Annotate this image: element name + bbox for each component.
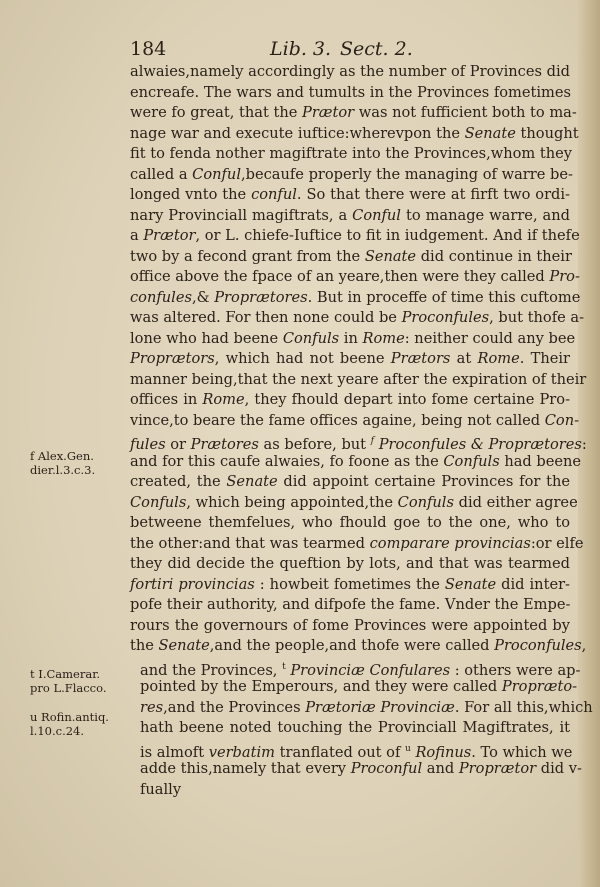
text-line <box>130 759 582 780</box>
text-segment: nage war and execute iuftice:wherevpon the <box>130 124 465 142</box>
text-line <box>130 554 570 575</box>
text-line <box>130 349 570 370</box>
italic-text: Propræto- <box>501 678 578 695</box>
italic-text: Rome <box>477 350 520 367</box>
marginal-note-line: f Alex.Gen. <box>30 449 94 463</box>
note-marker: u <box>405 743 411 754</box>
italic-text: Prætor <box>143 227 196 244</box>
text-segment: the <box>130 637 159 654</box>
text-segment: lone who had beene <box>130 329 283 347</box>
body-text <box>130 62 593 800</box>
italic-text: Proprætor <box>458 760 537 777</box>
text-segment: were fo great, that the <box>130 104 303 121</box>
text-segment: betweene themfelues, who fhould goe to the one, who to <box>130 514 570 531</box>
italic-text: Prætores <box>190 435 259 453</box>
text-line <box>130 308 585 329</box>
text-line <box>130 534 584 555</box>
italic-text: Conful <box>352 206 401 224</box>
text-segment: encreafe. The wars and tumults in the Provinces fometimes <box>130 83 572 101</box>
text-line <box>130 739 573 761</box>
italic-text: Confuls <box>282 329 340 347</box>
text-line <box>130 288 581 309</box>
text-segment: and <box>422 760 459 777</box>
text-segment: tranflated out of <box>274 743 405 761</box>
text-line <box>130 513 570 534</box>
text-segment: manner being,that the next yeare after the expiration of their <box>130 370 587 388</box>
text-segment: ,and the Provinces <box>163 698 306 716</box>
text-line <box>130 636 587 657</box>
text-segment: was not fufficient both to ma- <box>354 104 577 121</box>
text-segment: adde this,namely that every <box>140 760 351 777</box>
text-line <box>130 144 573 165</box>
text-segment: to manage warre, and <box>400 206 570 224</box>
text-segment: , but thofe a- <box>489 309 585 326</box>
text-line <box>130 431 587 453</box>
text-segment: ,& <box>191 288 215 306</box>
text-segment: : <box>581 435 587 453</box>
text-segment: a <box>130 227 144 244</box>
text-line <box>130 390 570 411</box>
running-title: Lib. 3. <box>270 38 332 60</box>
text-segment: two by a fecond grant from the <box>130 247 365 265</box>
marginal-note-alex-gen <box>30 449 125 477</box>
text-line <box>130 718 570 739</box>
italic-text: Senate <box>226 473 278 490</box>
marginal-note-line: dier.l.3.c.3. <box>30 463 96 477</box>
text-line <box>130 247 570 268</box>
italic-text: Prætoriæ Provinciæ <box>305 698 455 716</box>
section-label: Sect. 2. <box>340 38 413 60</box>
italic-text: Prætor <box>302 104 355 121</box>
text-segment: , which being appointed,the <box>186 493 398 511</box>
text-line <box>130 493 578 514</box>
text-line <box>130 329 576 350</box>
text-segment: . So that there were at firft two ordi- <box>296 186 570 203</box>
italic-text: Con- <box>544 411 580 429</box>
text-line <box>130 165 573 186</box>
text-segment: pofe their authority, and difpofe the fame. Vnder the Empe- <box>130 596 571 613</box>
running-header <box>130 38 450 62</box>
text-segment: fually <box>140 780 182 798</box>
italic-text: Proconfules <box>401 309 490 326</box>
note-marker: f <box>370 436 375 446</box>
text-segment: did continue in their <box>416 247 572 265</box>
text-segment: , or L. chiefe-Iuftice to fit in iudgement. And if thefe <box>195 227 580 244</box>
italic-text: fortiri provincias <box>130 575 255 593</box>
text-segment: did either agree <box>453 493 578 511</box>
italic-text: Confuls <box>397 493 454 511</box>
text-line <box>130 206 570 227</box>
text-line <box>130 472 570 493</box>
text-line <box>130 616 570 637</box>
italic-text: conful <box>251 186 297 203</box>
text-line <box>130 575 570 596</box>
italic-text: Proprætors <box>130 350 215 367</box>
text-segment: fit to fenda nother magiftrate into the Provinces,whom they <box>130 145 573 162</box>
italic-text: Confuls <box>130 493 187 511</box>
text-segment: vince,to beare the fame offices againe, being not called <box>130 411 545 429</box>
italic-text: Prætors <box>390 350 451 367</box>
text-segment: in <box>339 329 363 347</box>
text-line <box>130 698 593 719</box>
text-segment: is almoft <box>140 743 209 761</box>
text-line <box>130 677 578 698</box>
text-segment: thought <box>515 124 579 142</box>
text-segment: called a <box>130 165 193 183</box>
text-segment: ,becaufe properly the managing of warre be- <box>241 165 573 183</box>
text-segment: . Their <box>519 350 570 367</box>
italic-text: Proconfules <box>494 637 582 654</box>
text-segment: , <box>581 637 587 654</box>
text-segment: pointed by the Emperours, and they were called <box>140 678 502 695</box>
italic-text: Conful <box>192 165 241 183</box>
text-segment: hath beene noted touching the Provinciall Magiftrates, it <box>140 719 570 736</box>
italic-text: confules <box>130 288 192 306</box>
text-segment: as before, but <box>258 435 371 453</box>
text-line <box>130 657 581 679</box>
text-segment: , which had not beene <box>214 350 391 367</box>
text-segment: was altered. For then none could be <box>130 309 402 326</box>
italic-text: Proconful <box>350 760 423 777</box>
text-segment: or <box>165 435 191 453</box>
text-segment: rours the governours of fome Provinces were appointed by <box>130 616 570 634</box>
note-marker: t <box>282 661 286 672</box>
italic-text: Senate <box>364 247 417 265</box>
text-segment: office above the fpace of an yeare,then were they called <box>130 268 550 285</box>
text-segment: . To which we <box>471 743 573 761</box>
marginal-note-line: pro L.Flacco. <box>30 681 107 695</box>
italic-text: verbatim <box>208 743 275 761</box>
text-line <box>130 226 580 247</box>
text-segment: they did decide the queftion by lots, and that was tearmed <box>130 555 570 572</box>
text-segment: did appoint certaine Provinces for the <box>277 473 570 490</box>
italic-text: res <box>140 698 164 716</box>
text-segment: did v- <box>536 760 582 777</box>
text-segment: and for this caufe alwaies, fo foone as the <box>130 452 444 470</box>
marginal-note-line: u Rofin.antiq. <box>30 710 109 724</box>
text-segment: created, the <box>130 473 227 490</box>
italic-text: Rome <box>362 329 405 347</box>
text-line <box>130 452 582 473</box>
text-segment: : others were ap- <box>450 661 581 679</box>
italic-text: Proconfules & Proprætores <box>378 435 582 453</box>
text-segment: ,and the people,and thofe were called <box>209 637 495 654</box>
text-segment: did inter- <box>496 575 570 593</box>
text-segment: . But in proceffe of time this cuftome <box>307 288 581 306</box>
text-line <box>130 780 570 801</box>
text-line <box>130 124 579 145</box>
italic-text: fules <box>130 435 166 453</box>
text-segment: at <box>450 350 478 367</box>
italic-text: Pro- <box>549 268 580 285</box>
marginal-note-rofinus <box>30 710 125 738</box>
page-number: 184 <box>130 38 167 60</box>
italic-text: Confuls <box>443 452 500 470</box>
text-line <box>130 411 580 432</box>
text-segment: longed vnto the <box>130 186 252 203</box>
text-segment: , they fhould depart into fome certaine Pro- <box>244 391 570 408</box>
marginal-note-camerar <box>30 667 125 695</box>
text-segment: . For all this,which <box>454 698 593 716</box>
text-line <box>130 267 580 288</box>
italic-text: Rofinus <box>415 743 472 761</box>
text-segment: had beene <box>499 452 582 470</box>
text-line <box>130 83 570 104</box>
text-segment: : neither could any bee <box>404 329 576 347</box>
text-line <box>130 370 587 391</box>
text-segment: nary Provinciall magiftrats, a <box>130 206 353 224</box>
text-line <box>130 595 570 616</box>
text-segment: the other:and that was tearmed <box>130 534 370 552</box>
italic-text: Senate <box>158 637 210 654</box>
text-line <box>130 103 577 124</box>
italic-text: Provinciæ Confulares <box>290 661 451 679</box>
text-line <box>130 62 570 83</box>
marginal-note-line: l.10.c.24. <box>30 724 85 738</box>
text-segment: and the Provinces, <box>140 661 283 679</box>
italic-text: Senate <box>444 575 497 593</box>
italic-text: Proprætores <box>214 288 308 306</box>
text-segment: : howbeit fometimes the <box>254 575 445 593</box>
text-line <box>130 185 570 206</box>
marginal-note-line: t I.Camerar. <box>30 667 101 681</box>
text-segment: offices in <box>130 391 203 408</box>
italic-text: Rome <box>202 391 245 408</box>
italic-text: Senate <box>464 124 516 142</box>
text-segment: :or elfe <box>530 534 584 552</box>
italic-text: comparare provincias <box>369 534 531 552</box>
text-segment: alwaies,namely accordingly as the number of Provinces did <box>130 63 570 80</box>
